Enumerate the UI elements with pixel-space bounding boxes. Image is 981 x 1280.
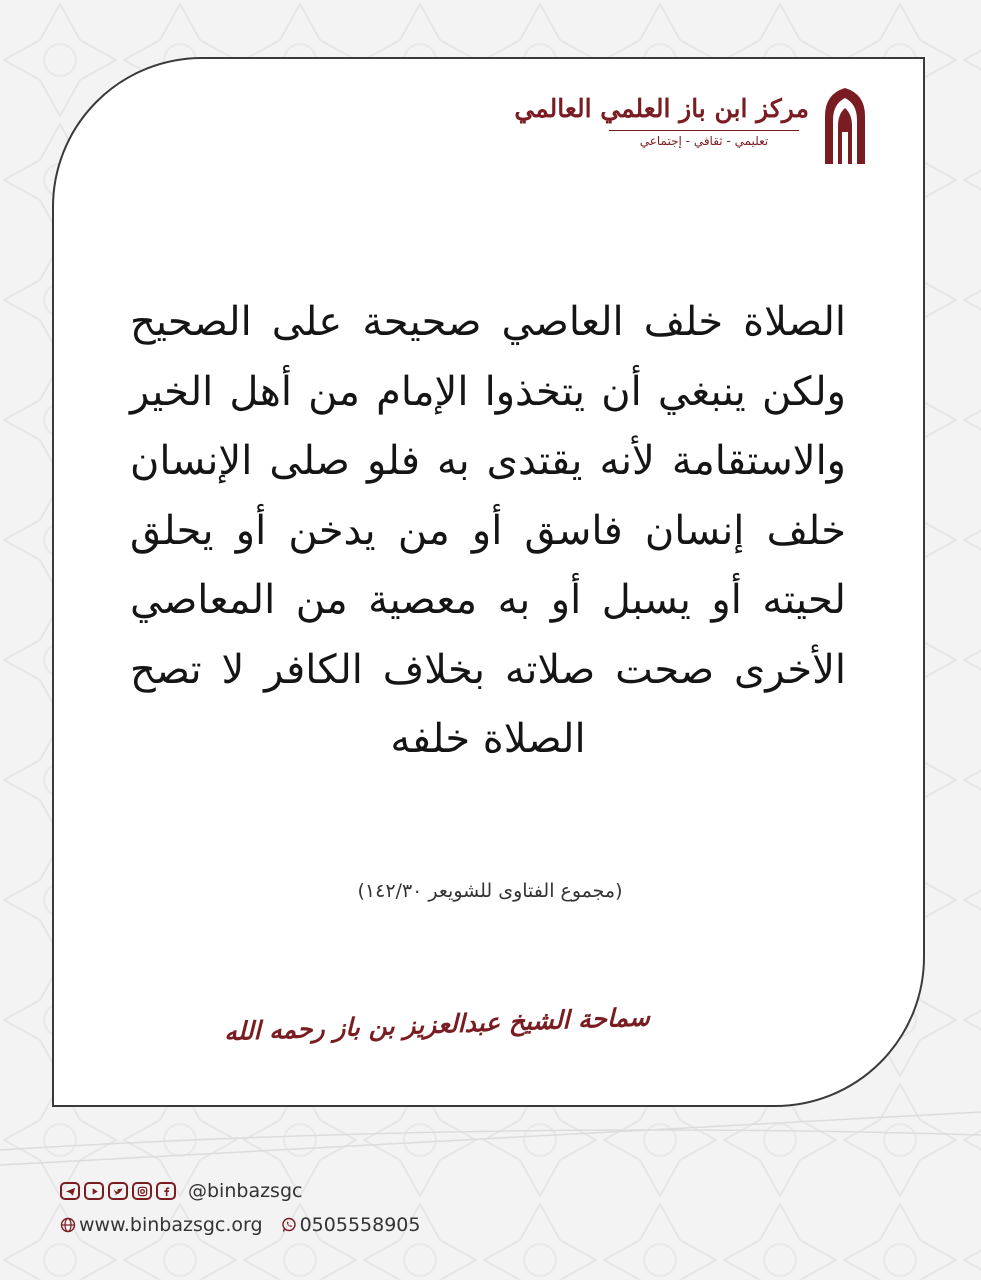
globe-icon bbox=[60, 1217, 76, 1233]
logo-divider bbox=[609, 130, 799, 131]
scholar-signature: سماحة الشيخ عبدالعزيز بن باز رحمه الله bbox=[224, 1002, 650, 1047]
facebook-icon[interactable] bbox=[156, 1182, 176, 1200]
website-link[interactable]: www.binbazsgc.org bbox=[79, 1214, 263, 1236]
social-handle[interactable]: @binbazsgc bbox=[188, 1180, 303, 1202]
social-links bbox=[60, 1178, 302, 1204]
fatwa-text: الصلاة خلف العاصي صحيحة على الصحيح ولكن ينبغي أن يتخذوا الإمام من أهل الخير والاستقامة لأنه يقتدى به فلو صلى الإنسان خلف إنسان فاسق أو من يدخن أو يحلق لحيته أو يسبل أو به معصية من المعاصي الأخرى صحت صلاته بخلاف الكافر لا تصح الصلاة خلفه bbox=[130, 299, 846, 762]
center-name: مركز ابن باز العلمي العالمي bbox=[514, 94, 809, 123]
youtube-icon[interactable] bbox=[84, 1182, 104, 1200]
whatsapp-icon bbox=[281, 1217, 297, 1233]
contact-row bbox=[60, 1212, 420, 1238]
center-subtitle: تعليمي - ثقافي - إجتماعي bbox=[639, 134, 769, 148]
twitter-icon[interactable] bbox=[108, 1182, 128, 1200]
mosque-arch-icon bbox=[821, 86, 869, 166]
phone-number[interactable]: 0505558905 bbox=[299, 1214, 421, 1236]
fatwa-source: (مجموع الفتاوى للشويعر ١٤٢/٣٠) bbox=[357, 880, 623, 902]
center-logo bbox=[514, 86, 869, 166]
instagram-icon[interactable] bbox=[132, 1182, 152, 1200]
telegram-icon[interactable] bbox=[60, 1182, 80, 1200]
footer bbox=[60, 1178, 480, 1258]
